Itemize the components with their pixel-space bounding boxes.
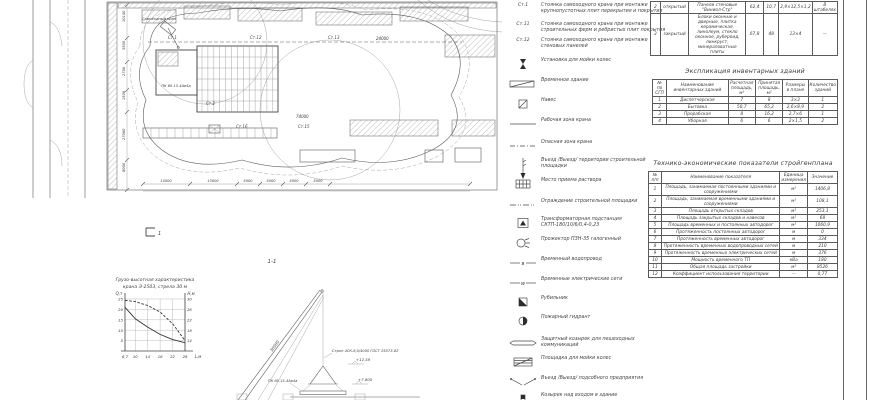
aux-entrance-icon <box>505 376 541 388</box>
water-line-icon <box>505 257 541 269</box>
svg-text:22: 22 <box>187 317 192 323</box>
storage-areas <box>142 6 495 136</box>
table-row: 1 Площадь, занимаемая постоянными зданиями и сооружениями м² 1406,8 <box>649 184 838 196</box>
sling-label: Строп 4СК-8,0/4000 ГОСТ 25573-82 <box>332 349 399 353</box>
svg-text:14: 14 <box>187 338 192 344</box>
right-axis-label: Н,м <box>187 291 195 296</box>
legend-item: Прожектор ПЗН-35 галогенный <box>505 237 673 249</box>
inventory-table-title: Экспликация инвентарных зданий <box>685 68 805 75</box>
table-row: 12 Коэффициент использования территории — 0,77 <box>649 271 838 278</box>
x-axis-label: L,м <box>194 354 202 359</box>
fire-hydrant-icon <box>505 315 541 327</box>
legend-item: Временное здание <box>505 78 673 90</box>
legend-item: Пожарный гидрант <box>505 315 673 327</box>
svg-text:1: 1 <box>158 231 162 237</box>
legend-item: Трансформаторная подстанция СКТП-180/10/6/0,4-0,23 <box>505 217 673 229</box>
danger-zone-boundary <box>130 2 469 175</box>
chart-title-line1: Грузо-высотная характеристика <box>115 278 195 283</box>
svg-text:в: в <box>521 261 525 267</box>
station-labels <box>168 35 389 129</box>
boom-dim: 30000 <box>268 339 281 353</box>
staircase-hatch <box>158 52 178 66</box>
floodlight-icon <box>505 237 541 249</box>
station-12-symbol: Ст.12 <box>516 38 530 43</box>
svg-text:30: 30 <box>187 296 192 302</box>
svg-text:20: 20 <box>118 307 123 312</box>
svg-text:w: w <box>520 281 526 287</box>
legend-item: w Временные электрические сети <box>505 277 673 289</box>
sheet-edge-line <box>866 0 867 400</box>
svg-text:6,7: 6,7 <box>121 354 129 359</box>
inventory-buildings-table <box>652 79 838 125</box>
legend-item: Рабочая зона крана <box>505 118 673 130</box>
table-row: 11 Общая площадь застройки м² 8526 <box>649 264 838 271</box>
building-under-construction <box>156 46 278 112</box>
bottom-dims <box>160 179 323 183</box>
table-row: 2 открытый Панели стеновые "Виниол-Стр" 62,4 10,7 2,9×12,5×1,2 В штабелях <box>651 2 838 14</box>
level-panel: +7,800 <box>358 377 373 382</box>
station-11-symbol: Ст.11 <box>516 22 530 27</box>
legend-item: Въезд /Выезд/ подсобного предприятия <box>505 376 673 388</box>
legend-item: в Временный водопровод <box>505 257 673 269</box>
svg-text:Ст.12: Ст.12 <box>250 35 262 40</box>
table-row: 9 Протяженность временных электрических сетей м 376 <box>649 250 838 257</box>
legend-item: Навес <box>505 98 673 110</box>
panel-label: ПК 60.15-4Ав4а <box>268 379 298 383</box>
table-row: 10 Мощность временного ТП кВа 180 <box>649 257 838 264</box>
legend-item: Защитный козырек для пешеходных коммуникаций <box>505 337 673 349</box>
section-mark: 1-1 <box>267 259 277 265</box>
spreader-sling <box>308 366 338 384</box>
dim-74000: 74000 <box>296 114 309 119</box>
legend-item: Въезд /Выезд/ территории строительной площадки <box>505 158 673 180</box>
materials-rows <box>651 2 838 56</box>
fence-hatch-band <box>108 3 117 189</box>
tep-rows <box>649 184 838 278</box>
tep-block <box>648 160 838 278</box>
wheel-wash-unit-icon <box>505 58 541 70</box>
table-header-row: № по СГП Наименование инвентарных зданий Расчетная площадь, м² Принятая площадь, м² Размеры в плане Количество зданий <box>653 80 838 97</box>
svg-text:Ст.16: Ст.16 <box>236 124 248 129</box>
svg-text:5000: 5000 <box>243 179 253 183</box>
table-row: 3 Прорабская 8 16,2 2,7×6 1 <box>653 111 838 118</box>
shed-icon <box>505 98 541 110</box>
table-row: 3 Площадь открытых складов м² 253,1 <box>649 208 838 215</box>
danger-zone-line-icon <box>505 140 541 152</box>
chart-title-line2: крана Э-2503, стрела 30 м <box>122 285 188 290</box>
svg-text:26: 26 <box>182 354 188 359</box>
wheel-wash-pad-icon <box>505 356 541 368</box>
crane-boom <box>238 290 322 400</box>
table-row: 3 закрытый Блоки оконные и дверные, плитка керамическая, линолеум, стекло оконное, рубероид, линкруст, минераловатные плиты 67,8 48 13×4 — <box>651 14 838 56</box>
inventory-rows <box>653 97 838 125</box>
dim-24000: 24000 <box>376 36 389 41</box>
building-label: ПК 60.15-4Ав4а <box>161 84 191 88</box>
table-row: 4 Уборная 6 6 2×1,5 2 <box>653 118 838 125</box>
materials-storage-table <box>650 1 838 56</box>
svg-text:26: 26 <box>187 307 192 312</box>
svg-text:5000: 5000 <box>313 179 323 183</box>
road-left <box>24 0 85 198</box>
work-zone-line-icon <box>505 118 541 130</box>
svg-text:15000: 15000 <box>207 179 219 183</box>
station-1-symbol: Ст.1 <box>517 3 529 8</box>
svg-text:18: 18 <box>157 354 163 359</box>
svg-text:Ст.1: Ст.1 <box>168 35 177 40</box>
site-fence-icon <box>505 199 541 211</box>
tep-table-title: Технико-экономические показатели стройгенплана <box>653 160 833 167</box>
sheet-frame-line <box>843 0 844 400</box>
table-row: 1 Диспетчерская 7 8 3×3 1 <box>653 97 838 104</box>
power-line-icon <box>505 277 541 289</box>
legend-item: Ст.12 Стоянка самоходного крана при монтаже стеновых панелей <box>505 38 673 50</box>
lifted-panel <box>300 391 346 395</box>
table-row: 2 Площадь, занимаемая временными зданиями и сооружениями м² 108,1 <box>649 196 838 208</box>
svg-text:Ст.15: Ст.15 <box>298 124 310 129</box>
pedestrian-canopy-icon <box>505 337 541 349</box>
svg-text:1500: 1500 <box>122 90 126 100</box>
svg-text:22: 22 <box>170 354 175 359</box>
svg-text:Ст.2: Ст.2 <box>206 101 215 106</box>
legend-item: Опасная зона крана <box>505 140 673 152</box>
transformer-icon <box>505 217 541 229</box>
table-row: 4 Площадь закрытых складов и навесов м² 68 <box>649 215 838 222</box>
legend-item: Площадка для мойки колес <box>505 356 673 368</box>
svg-text:15: 15 <box>118 317 123 323</box>
site-entrance-arrow-icon <box>505 158 541 180</box>
temporary-building-icon <box>505 78 541 90</box>
svg-text:Ст.13: Ст.13 <box>328 35 340 40</box>
svg-text:5: 5 <box>120 338 123 344</box>
tep-table <box>648 171 838 278</box>
svg-text:25: 25 <box>118 296 123 302</box>
legend-item: Рубильник <box>505 296 673 308</box>
svg-text:15000: 15000 <box>160 179 172 183</box>
svg-text:2700: 2700 <box>122 66 126 76</box>
crane-section-1-1 <box>237 259 420 400</box>
legend-item: Ст.1 Стоянка самоходного крана при монтаже крупнопустотных плит перекрытия и покрытия <box>505 3 673 15</box>
left-axis-label: Q,т <box>115 291 123 296</box>
table-row: 5 Площадь временных и постоянных автодорог м² 1060,9 <box>649 222 838 229</box>
legend-item: Место приема раствора <box>505 178 673 190</box>
legend-item: Установка для мойки колес <box>505 58 673 70</box>
legend-item: Козырек над входом в здание <box>505 393 673 400</box>
table-row: 2 Бытовка 50,7 65,2 2,6×8,9 2 <box>653 104 838 111</box>
svg-text:3500: 3500 <box>122 40 126 50</box>
crane-load-chart <box>103 273 203 385</box>
legend-item: Ст.11 Стоянка самоходного крана при монтаже строительных ферм и ребристых плит покрытия <box>505 22 673 34</box>
svg-text:10: 10 <box>118 327 123 333</box>
svg-text:10: 10 <box>132 354 138 359</box>
level-hook: +12,58 <box>356 357 371 362</box>
door-canopy-icon <box>505 393 541 400</box>
section-cut-mark <box>146 228 161 237</box>
switch-icon <box>505 296 541 308</box>
svg-text:18: 18 <box>187 327 192 333</box>
svg-text:8000: 8000 <box>122 162 126 172</box>
svg-text:10140: 10140 <box>122 10 126 22</box>
svg-text:14: 14 <box>145 354 151 359</box>
legend-item: Ограждение строительной площадки <box>505 199 673 211</box>
svg-text:27060: 27060 <box>122 128 126 140</box>
table-row: 7 Протяженность временных автодорог м 334 <box>649 236 838 243</box>
svg-text:5000: 5000 <box>266 179 276 183</box>
table-header-row: № п/п Наименование показателя Единица измерения Значение <box>649 172 838 184</box>
left-dims <box>122 10 126 172</box>
crane-label: Самоходный кран <box>142 17 177 21</box>
svg-text:5000: 5000 <box>289 179 299 183</box>
table-row: 8 Протяженность временных водопроводных сетей м 210 <box>649 243 838 250</box>
mortar-point-icon <box>505 178 541 190</box>
table-row: 6 Протяженность постоянных автодорог м 0 <box>649 229 838 236</box>
inventory-buildings-block <box>652 68 838 125</box>
